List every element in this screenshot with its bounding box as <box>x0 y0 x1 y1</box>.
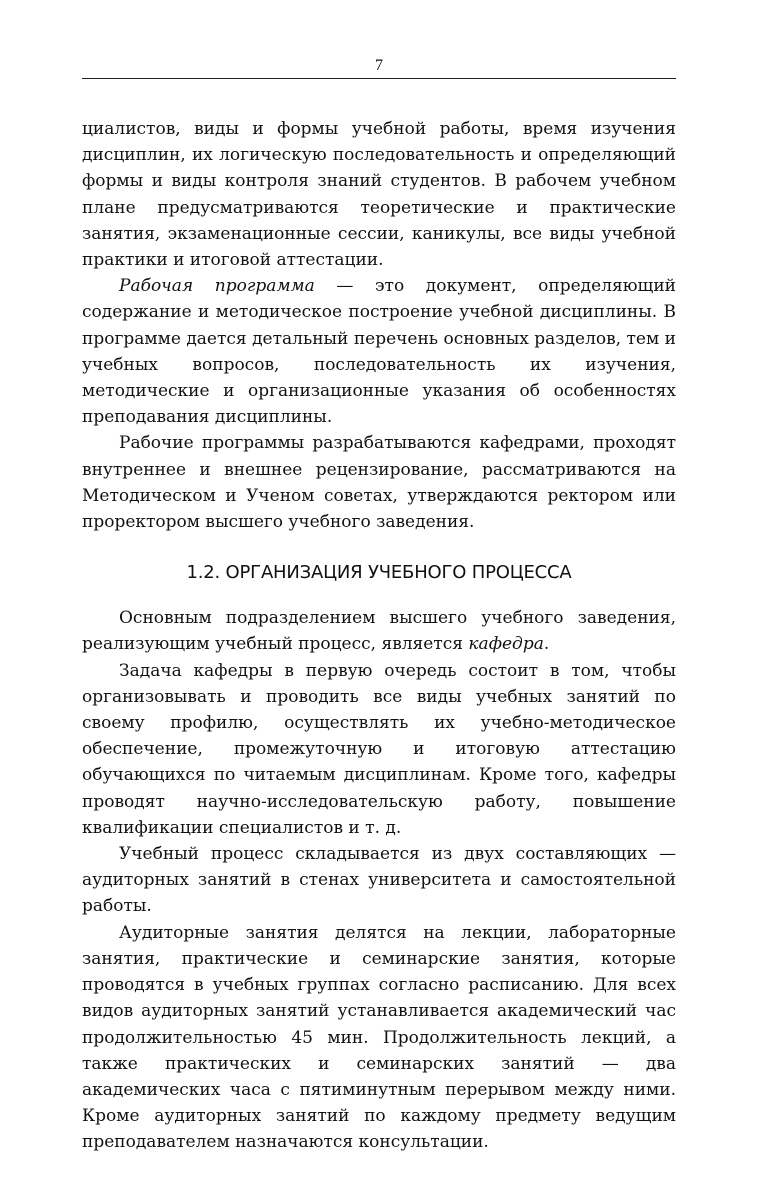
paragraph-work-program <box>82 273 676 430</box>
paragraph-department-tasks: Задача кафедры в первую очередь состоит в том, чтобы организовывать и проводить все виды учебных занятий по своему профилю, осуществлять их учебно-методическое обеспечение, промежуточную и итоговую аттестацию обучающихся по читаемым дисциплинам. Кроме того, кафедры проводят научно-исследовательскую работу, повышение квалификации специалистов и т. д. <box>82 660 676 838</box>
paragraph-classroom-sessions: Аудиторные занятия делятся на лекции, лабораторные занятия, практические и семинарские занятия, которые проводятся в учебных группах согласно расписанию. Для всех видов аудиторных занятий устанавливается академический час продолжительностью 45 мин. Продолжительность лекций, а также практических и семинарских занятий — два академических часа с пятиминутным перерывом между ними. Кроме аудиторных занятий по каждому предмету ведущим преподавателем назначаются консультации. <box>82 922 676 1153</box>
paragraph-department-tail: . <box>543 634 550 655</box>
paragraph-process-components: Учебный процесс складывается из двух составляющих — аудиторных занятий в стенах университета и самостоятельной работы. <box>82 844 676 917</box>
header-rule <box>82 78 676 79</box>
paragraph-program-approval: Рабочие программы разрабатываются кафедрами, проходят внутреннее и внешнее рецензирование, рассматриваются на Методическом и Ученом советах, утверждаются ректором или проректором высшего учебного заведения. <box>82 433 676 533</box>
page-number: 7 <box>375 57 383 74</box>
section-heading: 1.2. ОРГАНИЗАЦИЯ УЧЕБНОГО ПРОЦЕССА <box>186 562 572 584</box>
paragraph-curriculum-continued: циалистов, виды и формы учебной работы, время изучения дисциплин, их логическую последовательность и определяющий формы и виды контроля знаний студентов. В рабочем учебном плане предусматриваются теоретические и практические занятия, экзаменационные сессии, каникулы, все виды учебной практики и итоговой аттестации. <box>82 119 676 271</box>
paragraph-department-text: Основным подразделением высшего учебного заведения, реализующим учебный процесс, является <box>82 608 676 655</box>
paragraph-department <box>82 605 676 657</box>
term-work-program: Рабочая программа <box>119 276 315 297</box>
term-department: кафедра <box>468 634 544 655</box>
paragraph-work-program-text: — это документ, определяющий содержание и методическое построение учебной дисциплины. В программе дается детальный перечень основных разделов, тем и учебных вопросов, последовательность их изучения, методические и организационные указания об особенностях преподавания дисциплины. <box>82 276 676 428</box>
book-page <box>82 56 676 1156</box>
